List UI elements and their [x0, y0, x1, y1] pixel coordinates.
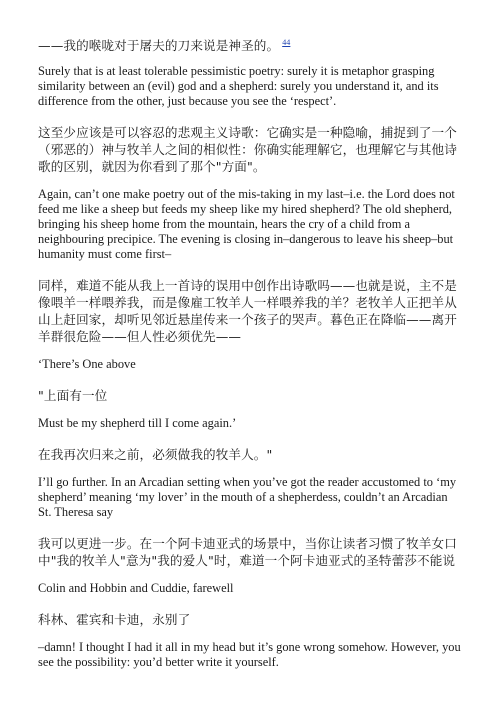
chinese-paragraph: 同样，难道不能从我上一首诗的误用中创作出诗歌吗——也就是说，主不是像喂羊一样喂养我，而是像雇工牧羊人一样喂养我的羊？老牧羊人正把羊从山上赶回家，却听见邻近悬崖传来一个孩子的哭声。暮色正在降临——离开羊群很危险——但人性必须优先—— [38, 278, 457, 345]
chinese-verse-line: "上面有一位 [38, 388, 108, 404]
english-verse-line: Colin and Hobbin and Cuddie, farewell [38, 581, 234, 596]
chinese-paragraph: 这至少应该是可以容忍的悲观主义诗歌：它确实是一种隐喻，捕捉到了一个（邪恶的）神与牧羊人之间的相似性：你确实能理解它，也理解它与其他诗歌的区别，就因为你看到了那个"方面"。 [38, 125, 457, 175]
chinese-verse-line: 科林、霍宾和卡迪，永别了 [38, 612, 191, 628]
chinese-paragraph [38, 34, 462, 54]
english-paragraph: Surely that is at least tolerable pessimistic poetry: surely it is metaphor grasping similarity between an (evil) god and a shepherd: surely you understand it, and its difference from the other, just because you see the ‘respect’. [38, 64, 439, 109]
english-paragraph: –damn! I thought I had it all in my head but it’s gone wrong somehow. However, you see the possibility: you’d better write it yourself. [38, 640, 461, 670]
chinese-paragraph: 我可以更进一步。在一个阿卡迪亚式的场景中，当你让读者习惯了牧羊女口中"我的牧羊人"意为"我的爱人"时，难道一个阿卡迪亚式的圣特蕾莎不能说 [38, 536, 457, 569]
paragraph-text: ——我的喉咙对于屠夫的刀来说是神圣的。 [38, 38, 280, 54]
document-page [38, 34, 462, 685]
footnote-link[interactable]: 44 [282, 38, 291, 47]
english-paragraph: I’ll go further. In an Arcadian setting when you’ve got the reader accustomed to ‘my shepherd’ meaning ‘my lover’ in the mouth of a shepherdess, couldn’t an Arcadian St. Theresa say [38, 475, 457, 520]
english-paragraph: Again, can’t one make poetry out of the mis-taking in my last–i.e. the Lord does not feed me like a sheep but feeds my sheep like my hired shepherd? The old shepherd, bringing his sheep home from the mountain, hears the cry of a child from a neighbouring precipice. The evening is closing in–dangerous to leave his sheep–but humanity must come first– [38, 187, 455, 262]
english-verse-line: ‘There’s One above [38, 357, 136, 372]
english-verse-line: Must be my shepherd till I come again.’ [38, 416, 237, 431]
chinese-verse-line: 在我再次归来之前，必须做我的牧羊人。" [38, 447, 273, 463]
